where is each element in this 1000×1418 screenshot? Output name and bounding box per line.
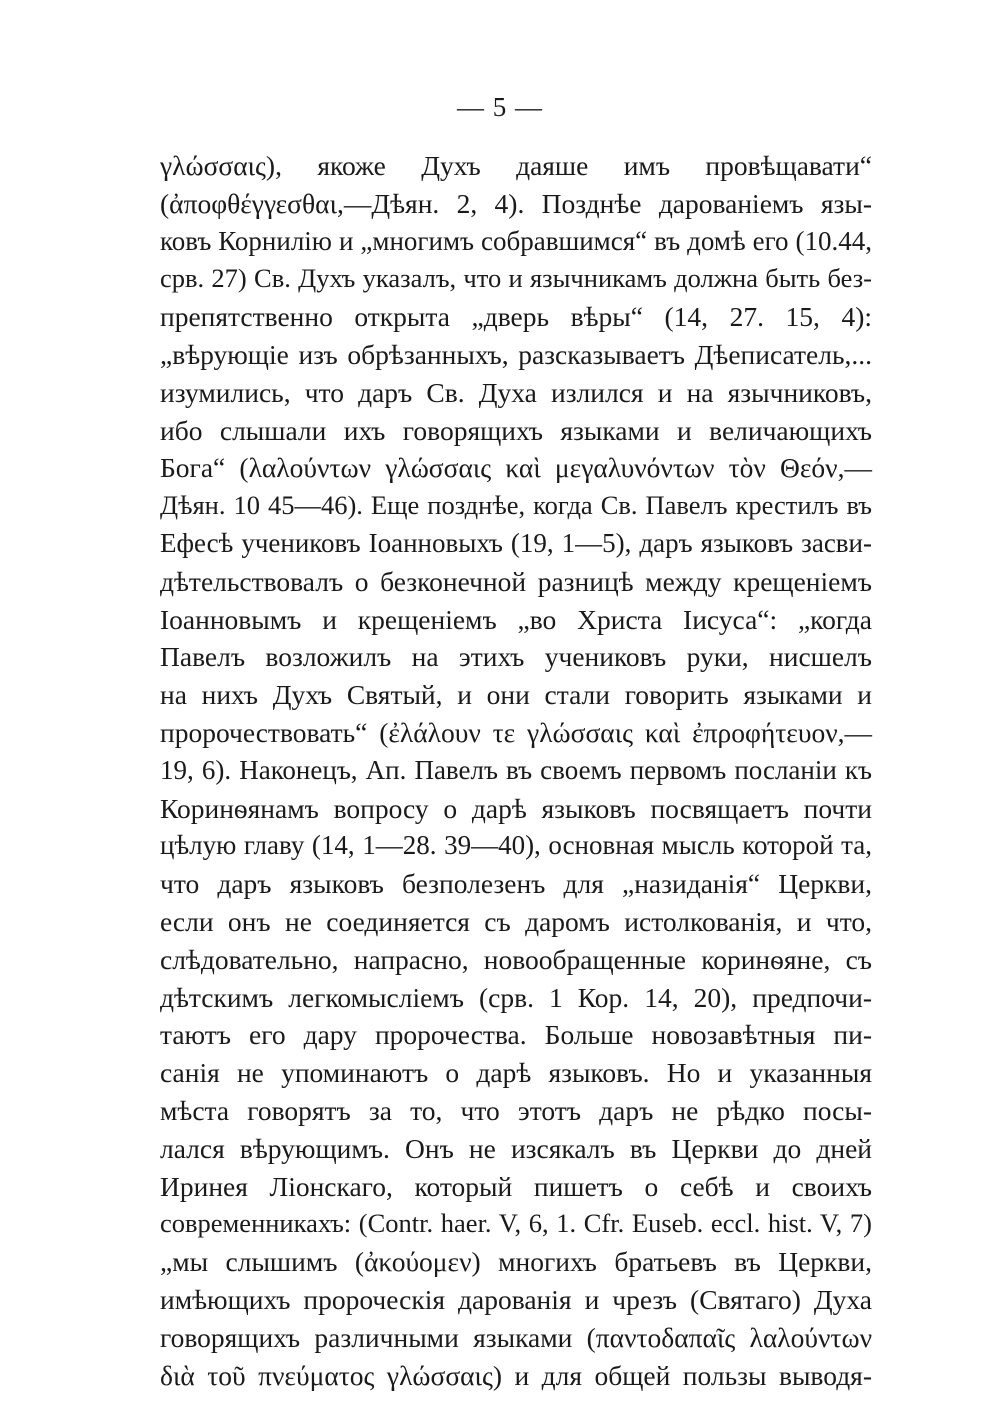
text-line: Іоанновымъ и крещеніемъ „во Христа Іисуса“: „когда [160,603,872,635]
text-line: современникахъ: (Contr. haer. V, 6, 1. Cfr. Euseb. eccl. hist. V, 7) [160,1208,872,1239]
text-line: имѣющихъ пророческія дарованія и чрезъ (Святаго) Духа [160,1283,872,1315]
text-line: „вѣрующіе изъ обрѣзанныхъ, разсказываетъ Дѣеписатель,... [160,338,872,370]
text-line: „мы слышимъ (ἀκούομεν) многихъ братьевъ въ Церкви, [160,1246,872,1278]
text-line: Иринея Ліонскаго, который пишетъ о себѣ и своихъ [160,1170,872,1202]
text-line: Коринѳянамъ вопросу о дарѣ языковъ посвящаетъ почти [160,792,872,824]
text-body [160,147,872,1394]
text-line: говорящихъ различными языками (παντοδαπαῖς λαλούντων [160,1321,872,1353]
text-line: мѣста говорятъ за то, что этотъ даръ не рѣдко посы- [160,1094,872,1126]
text-line: изумились, что даръ Св. Духа излился и на язычниковъ, [160,376,872,408]
text-line: дѣтскимъ легкомысліемъ (срв. 1 Кор. 14, 20), предпочи- [160,981,872,1013]
text-line: дѣтельствовалъ о безконечной разницѣ между крещеніемъ [160,565,872,597]
text-line: γλώσσαις), якоже Духъ даяше имъ провѣщавати“ [160,150,872,181]
text-line: Дѣян. 10 45—46). Еще позднѣе, когда Св. Павелъ крестилъ въ [160,490,872,521]
text-line: санія не упоминаютъ о дарѣ языковъ. Но и указанныя [160,1057,872,1089]
text-line: ибо слышали ихъ говорящихъ языками и величающихъ [160,414,872,446]
text-line: ковъ Корнилію и „многимъ собравшимся“ въ домѣ его (10.44, [160,225,872,256]
text-line: Ефесѣ учениковъ Іоанновыхъ (19, 1—5), даръ языковъ засви- [160,527,872,558]
text-line: если онъ не соединяется съ даромъ истолкованія, и что, [160,905,872,937]
text-line: Павелъ возложилъ на этихъ учениковъ руки, нисшелъ [160,641,872,673]
text-line: διὰ τοῦ πνεύματος γλώσσαις) и для общей пользы выводя- [160,1359,872,1391]
text-line: (ἀποφθέγγεσθαι,—Дѣян. 2, 4). Позднѣе дарованіемъ язы- [160,187,872,219]
text-line: цѣлую главу (14, 1—28. 39—40), основная мысль которой та, [160,830,872,861]
text-line: пророчествовать“ (ἐλάλουν τε γλώσσαις καὶ ἐπροφήτευον,— [160,716,872,748]
text-line: 19, 6). Наконецъ, Ап. Павелъ въ своемъ первомъ посланіи къ [160,754,872,785]
text-line: слѣдовательно, напрасно, новообращенные коринѳяне, съ [160,943,872,975]
text-line: Бога“ (λαλούντων γλώσσαις καὶ μεγαλυνόντων τὸν Θεόν,— [160,452,872,484]
text-line: лался вѣрующимъ. Онъ не изсякалъ въ Церкви до дней [160,1132,872,1164]
text-line: на нихъ Духъ Святый, и они стали говорить языками и [160,679,872,711]
text-line: что даръ языковъ безполезенъ для „назиданія“ Церкви, [160,868,872,900]
text-line: таютъ его дару пророчества. Больше новозавѣтныя пи- [160,1019,872,1051]
text-line: препятственно открыта „дверь вѣры“ (14, 27. 15, 4): [160,301,872,333]
page-number: — 5 — [457,92,543,122]
text-line: срв. 27) Св. Духъ указалъ, что и язычникамъ должна быть без- [160,263,872,294]
